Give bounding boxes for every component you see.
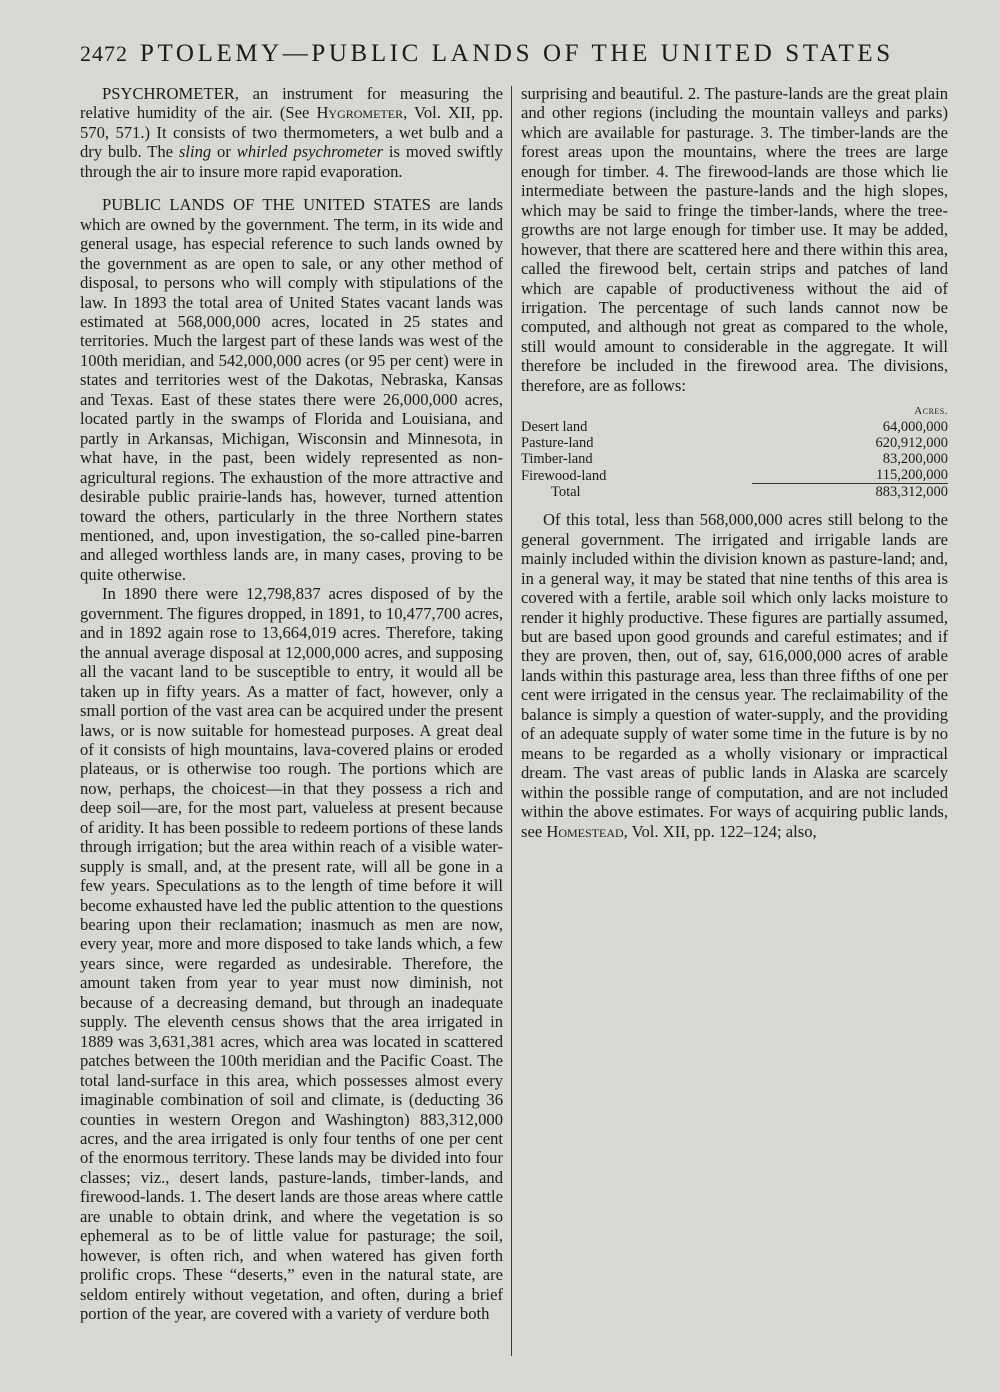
row-value: 620,912,000 [875, 435, 948, 452]
land-divisions-table [521, 403, 948, 500]
entry-term: PUBLIC LANDS OF THE UNITED STATES [102, 195, 431, 215]
row-value: 115,200,000 [876, 467, 948, 484]
total-value: 883,312,000 [752, 484, 948, 501]
row-label: Timber-land [521, 451, 593, 468]
entry-term: PSYCHROMETER [102, 84, 235, 103]
entry-text: is moved swiftly through the air to insure more rapid evaporation. [80, 142, 503, 181]
page-number: 2472 [80, 41, 128, 66]
table-row [521, 467, 948, 484]
row-label: Pasture-land [521, 435, 594, 452]
paragraph-2-continued: surprising and beautiful. 2. The pasture-lands are the great plain and other regions (including the mountain valleys and parks) which are available for pasturage. 3. The timber-lands are the forest areas upon the mountains, where the trees are large enough for timber. 4. The firewood-lands are those which lie intermediate between the pasture-lands and the high slopes, which may be said to fringe the timber-lands, where the tree-growths are not large enough for timber use. It may be added, however, that there are scattered here and there within this area, called the firewood belt, certain strips and patches of land which are capable of productiveness without the aid of irrigation. The percentage of such lands cannot now be computed, and although not great as compared to the whole, still would amount to considerable in the aggregate. It will therefore be included in the firewood area. The divisions, therefore, are as follows: [521, 84, 948, 395]
left-column [80, 84, 503, 1324]
cross-reference: Homestead [546, 821, 624, 841]
entry-text: or [211, 142, 237, 162]
entry-psychrometer [80, 84, 503, 181]
running-title: PTOLEMY—PUBLIC LANDS OF THE UNITED STATES [140, 40, 894, 67]
row-label: Firewood-land [521, 467, 607, 484]
column-divider [511, 86, 512, 1356]
table-row [521, 419, 948, 435]
running-header [80, 40, 950, 68]
paragraph-2: In 1890 there were 12,798,837 acres disposed of by the government. The figures dropped, in 1891, to 10,477,700 acres, and in 1892 again rose to 13,664,019 acres. Therefore, taking the annual average disposal at 12,000,000 acres, and supposing all the vacant land to be susceptible to entry, it would all be taken up in fifty years. As a matter of fact, however, only a small portion of the vast area can be acquired under the present laws, or is now suitable for homestead purposes. A great deal of it consists of high mountains, lava-covered plains or eroded plateaus, or is otherwise too rough. The portions which are now, perhaps, the choicest—in that they possess a rich and deep soil—are, for the most part, valueless at present because of aridity. It has been possible to redeem portions of these lands through irrigation; but the area within reach of a visible water-supply is small, and, at the present rate, will all be gone in a few years. Speculations as to the length of time before it will become exhausted have led the public attention to the questions bearing upon their reclamation; inasmuch as men are now, every year, more and more disposed to take lands which, a few years since, were regarded as undesirable. Therefore, the amount taken from year to year must now diminish, not because of a decreasing demand, but through an inadequate supply. The eleventh census shows that the area irrigated in 1889 was 3,631,381 acres, which area was located in scattered patches between the 100th meridian and the Pacific Coast. The total land-surface in this area, which possesses almost every imaginable combination of soil and climate, is (deducting 36 counties in western Oregon and Washington) 883,312,000 acres, and the area irrigated is only four tenths of one per cent of the enormous territory. These lands may be divided into four classes; viz., desert lands, pasture-lands, timber-lands, and firewood-lands. 1. The desert lands are those areas where cattle are unable to obtain drink, and where the vegetation is so ephemeral as to be of little value for pasturage; the soil, however, is often rich, and when watered has given forth prolific crops. These “deserts,” even in the natural state, are seldom entirely without vegetation, and often, during a brief portion of the year, are covered with a variety of verdure both [80, 584, 503, 1324]
paragraph-3 [521, 510, 948, 841]
right-column [521, 84, 948, 841]
table-total-row [521, 484, 948, 501]
cross-reference: Hygrometer [316, 103, 404, 123]
row-value: 64,000,000 [882, 419, 948, 436]
italic-term: whirled psychrometer [236, 142, 384, 162]
entry-text: Of this total, less than 568,000,000 acres still belong to the general government. The irrigated and irrigable lands are mainly included within the division known as pasture-land; and, in a general way, it may be stated that nine tenths of this area is covered with a fertile, arable soil which only lacks moisture to render it highly productive. These figures are partially assumed, but are based upon good grounds and careful estimates; and if they are proven, then, out of, say, 616,000,000 acres of arable lands within this pasturage area, less than three fifths of one per cent were irrigated in the census year. The reclaimability of the balance is simply a question of water-supply, and the providing of an adequate supply of water some time in the future is by no means to be regarded as a wholly visionary or impractical dream. The vast areas of public lands in Alaska are scarcely within the possible range of computation, and are not included within the above estimates. For ways of acquiring public lands, see [521, 510, 948, 841]
table-row [521, 451, 948, 467]
table-unit-header: Acres. [914, 405, 948, 418]
entry-text: , Vol. XII, pp. 570, 571.) It consists of two thermometers, a wet bulb and a dry bulb. The [80, 103, 503, 162]
entry-public-lands [80, 195, 503, 584]
table-row [521, 435, 948, 451]
row-value: 83,200,000 [882, 451, 948, 468]
entry-text: , Vol. XII, pp. 122–124; also, [623, 821, 817, 841]
entry-text: , an instrument for measuring the relative humidity of the air. (See [80, 84, 503, 123]
row-label: Desert land [521, 419, 588, 436]
total-label: Total [551, 484, 581, 500]
entry-text: are lands which are owned by the government. The term, in its wide and general usage, has especial reference to such lands owned by the government as are open to sale, or any other method of disposal, to persons who will comply with stipulations of the law. In 1893 the total area of United States vacant lands was estimated at 568,000,000 acres, located in 25 states and territories. Much the largest part of these lands was west of the 100th meridian, and 542,000,000 acres (or 95 per cent) were in states and territories west of the Dakotas, Nebraska, Kansas and Texas. East of these states there were 26,000,000 acres, located partly in the swamps of Florida and Louisiana, and partly in Arkansas, Michigan, Wisconsin and Minnesota, in what have, in the past, been widely represented as non-agricultural regions. The exhaustion of the more attractive and desirable public prairie-lands has, however, turned attention toward the others, particularly in the three Northern states mentioned, and, upon investigation, the so-called pine-barren and alleged worthless lands are, in many cases, proving to be quite otherwise. [80, 195, 503, 584]
italic-term: sling [178, 142, 212, 162]
